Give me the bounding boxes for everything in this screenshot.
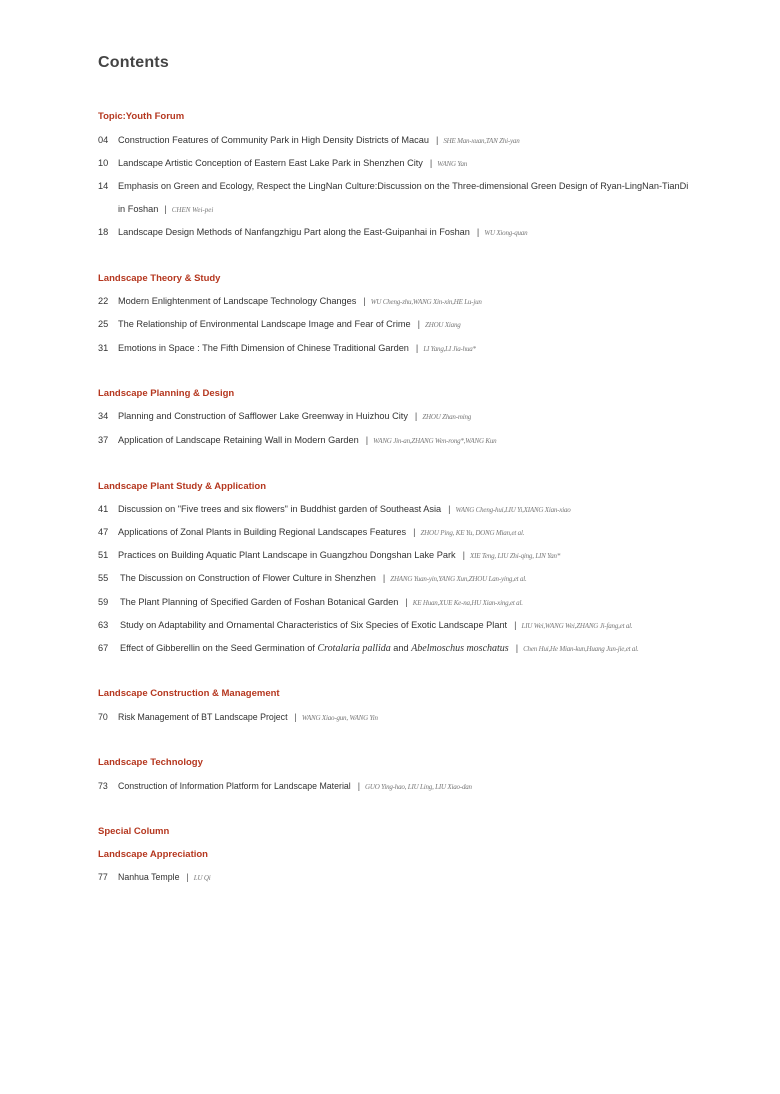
entry-author: XIE Teng, LIU Zhi-qing, LIN Yan*: [470, 552, 561, 560]
section-heading-planning-design: Landscape Planning & Design: [98, 388, 235, 399]
entry-author: LIU Wei,WANG Wei,ZHANG Ji-fang,et al.: [521, 622, 633, 630]
separator: |: [514, 620, 517, 630]
toc-entry[interactable]: [98, 526, 524, 539]
section-heading-plant-study: Landscape Plant Study & Application: [98, 481, 267, 492]
toc-entry[interactable]: [98, 503, 571, 516]
page-number: 63: [98, 620, 109, 630]
entry-title: The Relationship of Environmental Landscape Image and Fear of Crime: [118, 319, 411, 329]
entry-author: ZHOU Zhan-ming: [422, 413, 472, 421]
entry-title: Landscape Design Methods of Nanfangzhigu Part along the East-Guipanhai in Foshan: [118, 227, 470, 237]
page-number: 10: [98, 158, 109, 168]
species-name: Crotalaria pallida: [317, 643, 391, 654]
separator: |: [294, 712, 297, 722]
section-heading-youth-forum: Topic:Youth Forum: [98, 111, 185, 122]
toc-entry[interactable]: [98, 596, 523, 609]
entry-author: GUO Ying-hao, LIU Ling, LIU Xiao-dan: [365, 783, 472, 791]
section-heading-theory-study: Landscape Theory & Study: [98, 273, 221, 284]
page-number: 41: [98, 504, 109, 514]
page-number: 14: [98, 181, 109, 191]
entry-title: Study on Adaptability and Ornamental Characteristics of Six Species of Exotic Landscape Plant: [120, 620, 508, 630]
section-heading-technology: Landscape Technology: [98, 757, 203, 768]
toc-entry[interactable]: [98, 180, 688, 192]
species-name: Abelmoschus moschatus: [411, 643, 509, 654]
page-number: 70: [98, 712, 108, 722]
toc-entry[interactable]: [98, 295, 482, 308]
toc-entry[interactable]: [98, 318, 461, 331]
page-title: Contents: [98, 54, 169, 71]
toc-entry[interactable]: [98, 134, 520, 147]
separator: |: [405, 597, 408, 607]
page-number: 59: [98, 597, 109, 607]
toc-entry[interactable]: [98, 549, 560, 562]
toc-entry[interactable]: [98, 711, 378, 724]
separator: |: [414, 411, 418, 421]
entry-author: LU Qi: [193, 874, 211, 882]
entry-title: Nanhua Temple: [118, 872, 180, 882]
separator: |: [363, 296, 366, 306]
section-heading-construction-management: Landscape Construction & Management: [98, 688, 280, 699]
toc-entry[interactable]: [98, 434, 496, 447]
entry-author: ZHOU Xiang: [425, 321, 461, 329]
entry-author: ZHANG Yuan-yin,YANG Xun,ZHOU Lan-ying,et al.: [390, 575, 527, 583]
entry-title-continuation: in Foshan: [118, 204, 159, 214]
toc-entry[interactable]: [98, 226, 527, 239]
entry-title: Emphasis on Green and Ecology, Respect the LingNan Culture:Discussion on the Three-dimensional Green Design of Ryan-LingNan-TianDi: [118, 181, 689, 191]
entry-title: Applications of Zonal Plants in Building Regional Landscapes Features: [118, 527, 407, 537]
toc-entry[interactable]: [98, 157, 467, 170]
entry-author: CHEN Wei-pei: [171, 206, 214, 214]
page-number: 55: [98, 573, 109, 583]
entry-title: The Plant Planning of Specified Garden of Foshan Botanical Garden: [120, 597, 399, 607]
entry-title: Planning and Construction of Safflower Lake Greenway in Huizhou City: [118, 411, 408, 421]
page-number: 22: [98, 296, 109, 306]
entry-author: WANG Cheng-hui,LIU Yi,XIANG Xian-xiao: [455, 506, 571, 514]
entry-author: WANG Xiao-gun, WANG Yin: [301, 714, 378, 722]
separator: |: [417, 319, 421, 329]
entry-title-joiner: and: [390, 643, 412, 653]
entry-author: ZHOU Ping, KE Yu, DONG Mian,et al.: [420, 529, 525, 537]
entry-author: WANG Jin-an,ZHANG Wen-rong*,WANG Kun: [373, 437, 497, 445]
separator: |: [164, 204, 167, 214]
page-number: 77: [98, 872, 108, 882]
toc-entry[interactable]: [98, 871, 210, 884]
entry-title: Application of Landscape Retaining Wall in Modern Garden: [118, 435, 359, 445]
entry-author: LI Yang,LI Jia-hua*: [423, 345, 476, 353]
page-number: 51: [98, 550, 109, 560]
separator: |: [429, 158, 433, 168]
entry-author: WU Xiong-quan: [484, 229, 528, 237]
toc-entry[interactable]: [98, 780, 472, 793]
entry-title: Risk Management of BT Landscape Project: [118, 712, 288, 722]
separator: |: [415, 343, 419, 353]
toc-entry[interactable]: [98, 619, 632, 632]
separator: |: [476, 227, 480, 237]
page-number: 67: [98, 643, 109, 653]
separator: |: [365, 435, 369, 445]
separator: |: [448, 504, 451, 514]
section-heading-special-column: Special Column: [98, 826, 170, 837]
toc-entry[interactable]: [98, 342, 476, 355]
entry-title: Practices on Building Aquatic Plant Landscape in Guangzhou Dongshan Lake Park: [118, 550, 456, 560]
entry-title: Discussion on "Five trees and six flowers" in Buddhist garden of Southeast Asia: [118, 504, 442, 514]
page-number: 47: [98, 527, 109, 537]
toc-entry-continuation[interactable]: [118, 203, 213, 216]
entry-title: Landscape Artistic Conception of Eastern East Lake Park in Shenzhen City: [118, 158, 423, 168]
separator: |: [382, 573, 386, 583]
toc-entry[interactable]: [98, 410, 471, 423]
separator: |: [357, 781, 361, 791]
toc-entry[interactable]: [98, 572, 527, 585]
page-number: 37: [98, 435, 109, 445]
toc-entry[interactable]: [98, 642, 639, 655]
section-subheading-landscape-appreciation: Landscape Appreciation: [98, 849, 208, 860]
entry-title: Modern Enlightenment of Landscape Technology Changes: [118, 296, 357, 306]
separator: |: [413, 527, 416, 537]
page-number: 04: [98, 135, 109, 145]
entry-title: The Discussion on Construction of Flower Culture in Shenzhen: [120, 573, 376, 583]
entry-title: Construction of Information Platform for Landscape Material: [118, 781, 351, 791]
entry-title: Emotions in Space : The Fifth Dimension of Chinese Traditional Garden: [118, 343, 409, 353]
entry-title: Construction Features of Community Park in High Density Districts of Macau: [118, 135, 429, 145]
separator: |: [435, 135, 439, 145]
entry-title: Effect of Gibberellin on the Seed Germination of: [120, 643, 318, 653]
separator: |: [186, 872, 189, 882]
entry-author: KE Huan,XUE Ke-na,HU Xian-xing,et al.: [412, 599, 523, 607]
separator: |: [515, 643, 519, 653]
page-number: 73: [98, 781, 108, 791]
entry-author: WU Cheng-zhu,WANG Xin-xin,HE Lu-jun: [370, 298, 482, 306]
entry-author: WANG Yan: [437, 160, 468, 168]
page-number: 34: [98, 411, 109, 421]
page-number: 25: [98, 319, 109, 329]
entry-author: SHE Man-xuan,TAN Zhi-yan: [443, 137, 520, 145]
page-number: 18: [98, 227, 109, 237]
page-number: 31: [98, 343, 109, 353]
entry-author: Chen Hui,He Mian-kun,Huang Jun-jie,et al.: [523, 645, 639, 653]
separator: |: [462, 550, 465, 560]
